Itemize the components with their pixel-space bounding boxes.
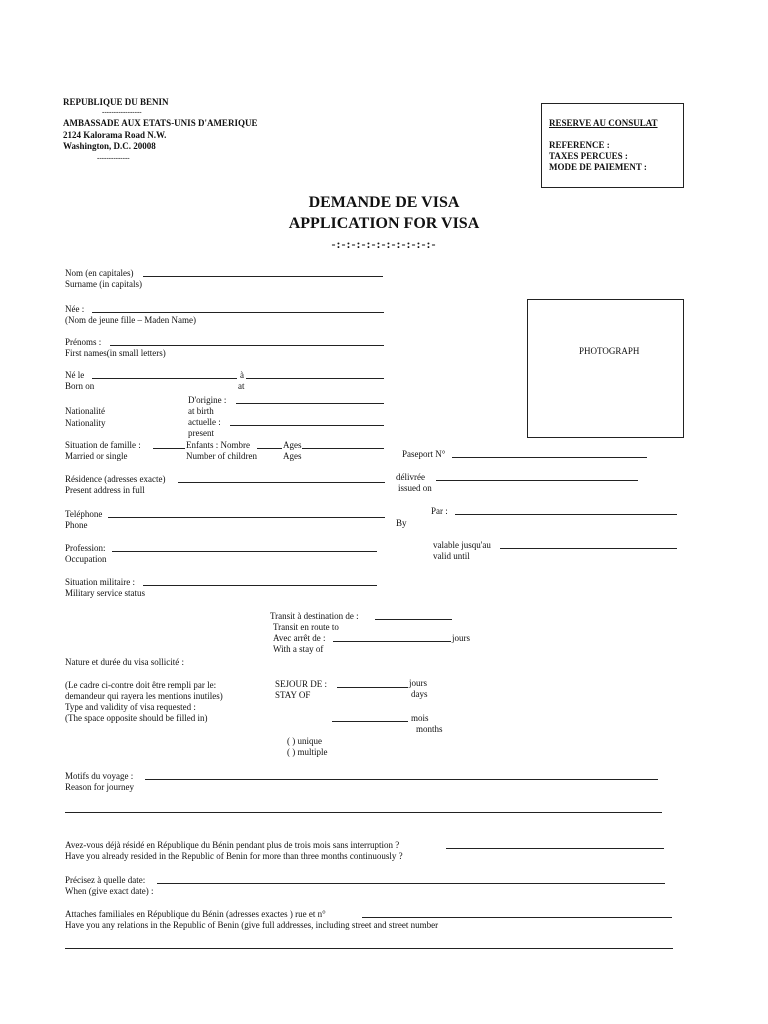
stop-days-label: jours [452,633,470,643]
passport-number-field[interactable] [452,457,647,458]
visa-note-line1: (Le cadre ci-contre doit être rempli par le: [65,680,217,690]
transit-destination-field[interactable] [375,619,452,620]
stop-label-fr: Avec arrêt de : [273,633,326,643]
first-names-field[interactable] [110,345,384,346]
ages-label-en: Ages [283,451,302,461]
occupation-label-en: Occupation [65,554,107,564]
embassy-city: Washington, D.C. 20008 [63,141,156,151]
phone-field[interactable] [108,517,385,518]
consulat-taxes: TAXES PERCUES : [549,151,628,161]
visa-note-line2: demandeur qui rayera les mentions inutiles) [65,691,223,701]
military-status-field[interactable] [143,585,377,586]
form-title-fr: DEMANDE DE VISA [308,194,460,211]
address-label-fr: Résidence (adresses exacte) [65,474,166,484]
military-label-fr: Situation militaire : [65,577,135,587]
phone-label-fr: Teléphone [65,509,103,519]
embassy-name: AMBASSADE AUX ETATS-UNIS D'AMERIQUE [63,118,258,128]
stop-label-en: With a stay of [273,644,324,654]
children-label-fr: Enfants : Nombre [186,440,250,450]
valid-until-label-en: valid until [433,551,470,561]
consulat-title: RESERVE AU CONSULAT [549,118,658,128]
passport-label: Paseport N° [402,449,446,459]
valid-until-field[interactable] [500,548,677,549]
maiden-name-field[interactable] [92,312,384,313]
surname-label-fr: Nom (en capitales) [65,268,134,278]
first-names-label-en: First names(in small letters) [65,348,166,358]
origin-label-en: at birth [188,406,214,416]
birth-place-field[interactable] [246,378,384,379]
form-title-en: APPLICATION FOR VISA [288,215,480,232]
occupation-field[interactable] [112,551,377,552]
present-label-fr: actuelle : [188,417,221,427]
occupation-label-fr: Profession: [65,543,106,553]
photo-label: PHOTOGRAPH [579,346,640,356]
stay-label-fr: SEJOUR DE : [275,679,328,689]
relations-field-line2[interactable] [65,948,673,949]
issued-by-field[interactable] [455,514,677,515]
origin-label-fr: D'origine : [188,395,227,405]
marital-status-field[interactable] [153,448,185,449]
reason-field-line2[interactable] [65,812,662,813]
visa-note-line4: (The space opposite should be filled in) [65,713,208,723]
maiden-label-en: (Nom de jeune fille – Maden Name) [65,315,196,325]
surname-field[interactable] [143,276,383,277]
maiden-label-fr: Née : [65,304,85,314]
nationality-label-fr: Nationalité [65,406,105,416]
resided-label-en: Have you already resided in the Republic of Benin for more than three months continuously ? [65,851,403,861]
photo-box[interactable] [527,299,684,438]
issued-on-field[interactable] [436,480,638,481]
address-field[interactable] [178,482,385,483]
stay-label-en: STAY OF [275,690,311,700]
date-label-fr: Précisez à quelle date: [65,875,146,885]
stay-months-field[interactable] [332,721,408,722]
children-label-en: Number of children [186,451,257,461]
ages-label-fr: Ages [283,440,302,450]
stay-days-field[interactable] [337,687,408,688]
resided-field[interactable] [446,848,664,849]
reason-label-fr: Motifs du voyage : [65,771,134,781]
birth-place-label-en: at [238,381,245,391]
children-ages-field[interactable] [302,448,384,449]
birth-date-label-en: Born on [65,381,95,391]
entry-multiple-option[interactable]: ( ) multiple [287,747,328,757]
birth-date-field[interactable] [92,378,237,379]
issued-by-label-en: By [396,518,407,528]
marital-status-label-fr: Situation de famille : [65,440,141,450]
military-label-en: Military service status [65,588,145,598]
relations-label-fr: Attaches familiales en République du Bénin (adresses exactes ) rue et n° [65,909,326,919]
issued-by-label-fr: Par : [431,506,448,516]
first-names-label-fr: Prénoms : [65,337,102,347]
valid-until-label-fr: valable jusqu'au [433,540,491,550]
children-count-field[interactable] [257,448,282,449]
title-decoration: -:-:-:-:-:-:-:-:-:-:- [331,237,437,251]
nationality-origin-field[interactable] [236,403,384,404]
address-label-en: Present address in full [65,485,145,495]
embassy-street: 2124 Kalorama Road N.W. [63,130,167,140]
stay-months-label-fr: mois [411,713,429,723]
header-separator: ----------------- [102,108,142,116]
resided-label-fr: Avez-vous déjà résidé en République du Bénin pendant plus de trois mois sans interruption ? [65,840,400,850]
marital-status-label-en: Married or single [65,451,128,461]
nationality-label-en: Nationality [65,418,106,428]
exact-date-field[interactable] [157,883,665,884]
transit-label-en: Transit en route to [273,622,339,632]
nationality-present-field[interactable] [230,425,384,426]
header-separator-2: -------------- [97,154,130,162]
present-label-en: present [188,428,214,438]
entry-unique-option[interactable]: ( ) unique [287,736,322,746]
issued-label-fr: délivrée [396,472,425,482]
phone-label-en: Phone [65,520,88,530]
relations-label-en: Have you any relations in the Republic of Benin (give full addresses, including street and street number [65,920,439,930]
reason-field[interactable] [145,779,658,780]
transit-label-fr: Transit à destination de : [270,611,359,621]
stay-days-label-en: days [411,689,428,699]
stay-days-label-fr: jours [409,678,427,688]
birth-place-label-fr: à [240,370,244,380]
consulat-payment: MODE DE PAIEMENT : [549,162,647,172]
stop-duration-field[interactable] [333,641,451,642]
visa-note-line3: Type and validity of visa requested : [65,702,196,712]
stay-months-label-en: months [416,724,443,734]
issued-label-en: issued on [398,483,432,493]
birth-date-label-fr: Né le [65,370,85,380]
consulat-reference: REFERENCE : [549,140,610,150]
date-label-en: When (give exact date) : [65,886,154,896]
relations-field[interactable] [362,917,672,918]
visa-nature-label: Nature et durée du visa sollicité : [65,657,184,667]
republic-header: REPUBLIQUE DU BENIN [63,97,169,107]
reason-label-en: Reason for journey [65,782,134,792]
surname-label-en: Surname (in capitals) [65,279,142,289]
